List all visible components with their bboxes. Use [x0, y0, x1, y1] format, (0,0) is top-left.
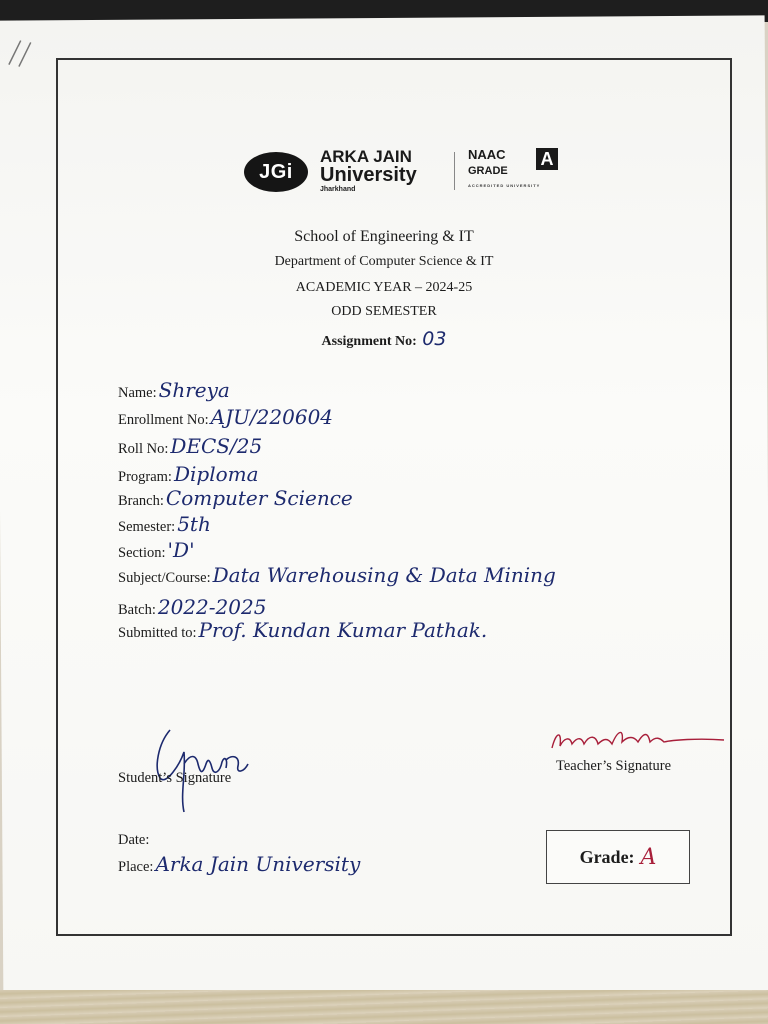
field-program-label: Program:	[118, 469, 172, 485]
field-name-label: Name:	[118, 385, 157, 401]
university-name-line2: University	[320, 164, 417, 186]
naac-accredited-text: ACCREDITED UNIVERSITY	[468, 183, 541, 188]
field-subject-label: Subject/Course:	[118, 570, 211, 586]
field-enrollment-value: AJU/220604	[210, 405, 334, 429]
teacher-signature-image	[548, 726, 728, 756]
field-semester-label: Semester:	[118, 519, 176, 535]
jgi-logo	[244, 152, 308, 192]
logo-divider	[454, 152, 455, 190]
date-field	[118, 832, 149, 849]
field-name	[118, 378, 230, 402]
teacher-signature-label: Teacher’s Signature	[556, 758, 672, 774]
grade-box	[546, 830, 690, 884]
place-value: Arka Jain University	[155, 852, 361, 876]
field-section	[118, 538, 195, 562]
assignment-number-value: 03	[422, 328, 447, 350]
naac-logo	[468, 148, 558, 188]
field-batch	[118, 595, 266, 619]
student-signature-label: Student’s Signature	[118, 770, 232, 786]
field-subject	[118, 563, 556, 587]
field-program-value: Diploma	[173, 462, 259, 486]
field-branch	[118, 486, 353, 510]
naac-label: NAAC	[468, 147, 506, 162]
field-semester-value: 5th	[177, 512, 211, 536]
jgi-logo-text: JGi	[259, 160, 293, 183]
university-name-line3: Jharkhand	[320, 186, 356, 193]
field-section-value: 'D'	[167, 538, 195, 562]
field-name-value: Shreya	[158, 378, 230, 402]
desk-background-bottom	[0, 990, 768, 1024]
academic-year-heading: ACADEMIC YEAR – 2024-25	[295, 280, 473, 295]
date-label: Date:	[118, 832, 150, 848]
field-enrollment	[118, 405, 333, 429]
place-field	[118, 852, 360, 876]
field-batch-label: Batch:	[118, 602, 156, 618]
field-enrollment-label: Enrollment No:	[118, 412, 209, 428]
grade-value: A	[640, 844, 657, 870]
field-roll	[118, 434, 262, 458]
department-heading: Department of Computer Science & IT	[274, 254, 494, 269]
naac-grade-badge: A	[536, 148, 558, 170]
university-name	[320, 148, 450, 194]
assignment-number-label: Assignment No:	[321, 334, 417, 349]
assignment-number	[0, 328, 768, 350]
field-submitted-to-value: Prof. Kundan Kumar Pathak.	[198, 618, 488, 642]
grade-label: Grade:	[579, 846, 635, 867]
school-heading: School of Engineering & IT	[294, 228, 474, 245]
field-submitted-to	[118, 618, 487, 642]
field-branch-label: Branch:	[118, 493, 164, 509]
university-logo-header	[240, 146, 560, 198]
field-branch-value: Computer Science	[165, 486, 353, 510]
field-submitted-to-label: Submitted to:	[118, 625, 197, 641]
field-batch-value: 2022-2025	[157, 595, 267, 619]
field-section-label: Section:	[118, 545, 166, 561]
field-roll-label: Roll No:	[118, 441, 169, 457]
naac-grade-label: GRADE	[468, 165, 508, 177]
field-semester	[118, 512, 211, 536]
place-label: Place:	[118, 859, 154, 875]
corner-pen-mark	[3, 34, 43, 70]
field-subject-value: Data Warehousing & Data Mining	[212, 563, 556, 587]
semester-term-heading: ODD SEMESTER	[331, 304, 437, 319]
field-program	[118, 462, 259, 486]
field-roll-value: DECS/25	[170, 434, 263, 458]
university-name-line1: ARKA JAIN	[320, 147, 412, 166]
